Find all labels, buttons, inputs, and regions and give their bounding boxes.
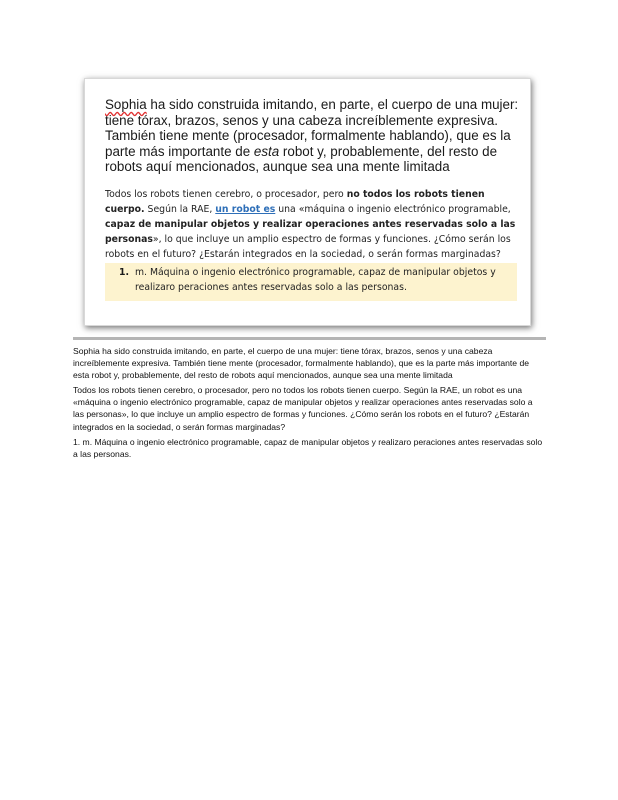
rae-definition-link[interactable]: un robot es bbox=[215, 204, 276, 215]
card-body-paragraph bbox=[105, 187, 523, 262]
footnote-list-item bbox=[105, 263, 517, 301]
list-number: 1. bbox=[119, 267, 130, 278]
heading-italic-word: esta bbox=[253, 143, 280, 159]
body-text-4: », lo que incluye un amplio espectro de formas y funciones. ¿Cómo serán los robots en el futuro? ¿Estarán integrados en la sociedad, o serán formas marginadas? bbox=[105, 234, 511, 260]
heading-text-2: robot y, probablemente, del resto de robots aquí mencionados, aunque sea una mente limitada bbox=[105, 143, 498, 175]
heading-text-1: ha sido construida imitando, en parte, el cuerpo de una mujer: tiene tórax, brazos, senos y una cabeza increíblemente expresiva. También tiene mente (procesador, formalmente hablando), que es la parte más importante de bbox=[105, 97, 519, 159]
formatted-excerpt-card bbox=[84, 78, 531, 326]
list-text: m. Máquina o ingenio electrónico programable, capaz de manipular objetos y realizaro peraciones antes reservadas solo a las personas. bbox=[135, 267, 496, 293]
body-text-3: una «máquina o ingenio electrónico programable, bbox=[275, 204, 511, 215]
plain-paragraph-1: Sophia ha sido construida imitando, en parte, el cuerpo de una mujer: tiene tórax, brazos, senos y una cabeza increíblemente expresiva. También tiene mente (procesador, formalmente hablando), que es la parte más importante de esta robot y, probablemente, del resto de robots aquí mencionados, aunque sea una mente limitada bbox=[73, 346, 530, 381]
card-heading-paragraph bbox=[105, 97, 523, 175]
body-text-1: Todos los robots tienen cerebro, o procesador, pero bbox=[105, 189, 347, 200]
body-bold-2: capaz de manipular objetos y realizar operaciones antes reservadas solo a las personas bbox=[105, 219, 516, 245]
body-text-2: Según la RAE, bbox=[144, 204, 216, 215]
body-bold-1: no todos los robots tienen cuerpo. bbox=[105, 189, 485, 215]
plain-paragraph-3: 1. m. Máquina o ingenio electrónico programable, capaz de manipular objetos y realizaro peraciones antes reservadas solo a las personas. bbox=[73, 437, 543, 460]
section-divider bbox=[73, 337, 546, 340]
sophia-word: Sophia bbox=[105, 97, 147, 112]
plain-paragraph-2: Todos los robots tienen cerebro, o procesador, pero no todos los robots tienen cuerpo. Según la RAE, un robot es una «máquina o ingenio electrónico programable, capaz de manipular objetos y realizar operaciones antes reservadas solo a las personas», lo que incluye un amplio espectro de formas y funciones. ¿Cómo serán los robots en el futuro? ¿Estarán integrados en la sociedad, o serán formas marginadas? bbox=[73, 385, 533, 432]
